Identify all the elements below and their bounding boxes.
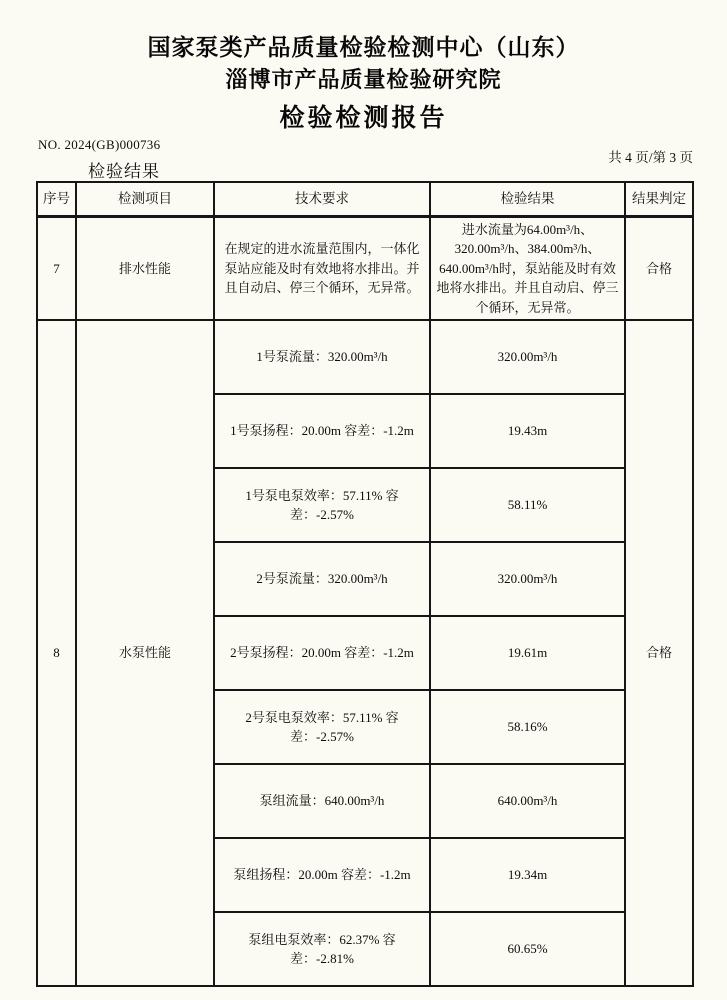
row-result: 320.00m³/h <box>430 542 625 616</box>
row-requirement: 2号泵扬程：20.00m 容差：-1.2m <box>214 616 430 690</box>
org-title-line2: 淄博市产品质量检验研究院 <box>225 67 502 92</box>
row-requirement: 1号泵扬程：20.00m 容差：-1.2m <box>214 394 430 468</box>
row-result: 60.65% <box>430 912 625 986</box>
section-label-test-results: 检验结果 <box>88 162 160 181</box>
row-result: 19.61m <box>430 616 625 690</box>
row-requirement: 1号泵流量：320.00m³/h <box>214 320 430 394</box>
row-result: 640.00m³/h <box>430 764 625 838</box>
table-row <box>37 216 693 320</box>
results-table <box>36 181 694 987</box>
row-requirement: 泵组流量：640.00m³/h <box>214 764 430 838</box>
row-requirement: 1号泵电泵效率：57.11% 容差：-2.57% <box>214 468 430 542</box>
row-item: 水泵性能 <box>76 320 214 986</box>
report-title: 检验检测报告 <box>279 104 448 132</box>
row-seq: 8 <box>37 320 76 986</box>
row-result: 19.34m <box>430 838 625 912</box>
row-requirement: 2号泵电泵效率：57.11% 容差：-2.57% <box>214 690 430 764</box>
col-header-requirement: 技术要求 <box>214 182 430 216</box>
row-requirement: 泵组电泵效率：62.37% 容差：-2.81% <box>214 912 430 986</box>
col-header-verdict: 结果判定 <box>625 182 693 216</box>
row-requirement: 泵组扬程：20.00m 容差：-1.2m <box>214 838 430 912</box>
row-requirement: 2号泵流量：320.00m³/h <box>214 542 430 616</box>
table-row <box>37 320 693 394</box>
org-title-line1: 国家泵类产品质量检验检测中心（山东） <box>147 34 580 60</box>
row-result: 58.11% <box>430 468 625 542</box>
row-seq: 7 <box>37 216 76 320</box>
row-verdict: 合格 <box>625 320 693 986</box>
row-verdict: 合格 <box>625 216 693 320</box>
page-indicator: 共 4 页/第 3 页 <box>608 150 693 165</box>
row-result: 进水流量为64.00m³/h、320.00m³/h、384.00m³/h、640.00m³/h时，泵站能及时有效地将水排出。并且自动启、停三个循环，无异常。 <box>430 216 625 320</box>
row-result: 58.16% <box>430 690 625 764</box>
col-header-seq: 序号 <box>37 182 76 216</box>
col-header-result: 检验结果 <box>430 182 625 216</box>
table-header-row <box>37 182 693 216</box>
row-item: 排水性能 <box>76 216 214 320</box>
row-result: 320.00m³/h <box>430 320 625 394</box>
row-requirement: 在规定的进水流量范围内，一体化泵站应能及时有效地将水排出。并且自动启、停三个循环，无异常。 <box>214 216 430 320</box>
report-number: NO. 2024(GB)000736 <box>38 137 161 152</box>
col-header-item: 检测项目 <box>76 182 214 216</box>
row-result: 19.43m <box>430 394 625 468</box>
